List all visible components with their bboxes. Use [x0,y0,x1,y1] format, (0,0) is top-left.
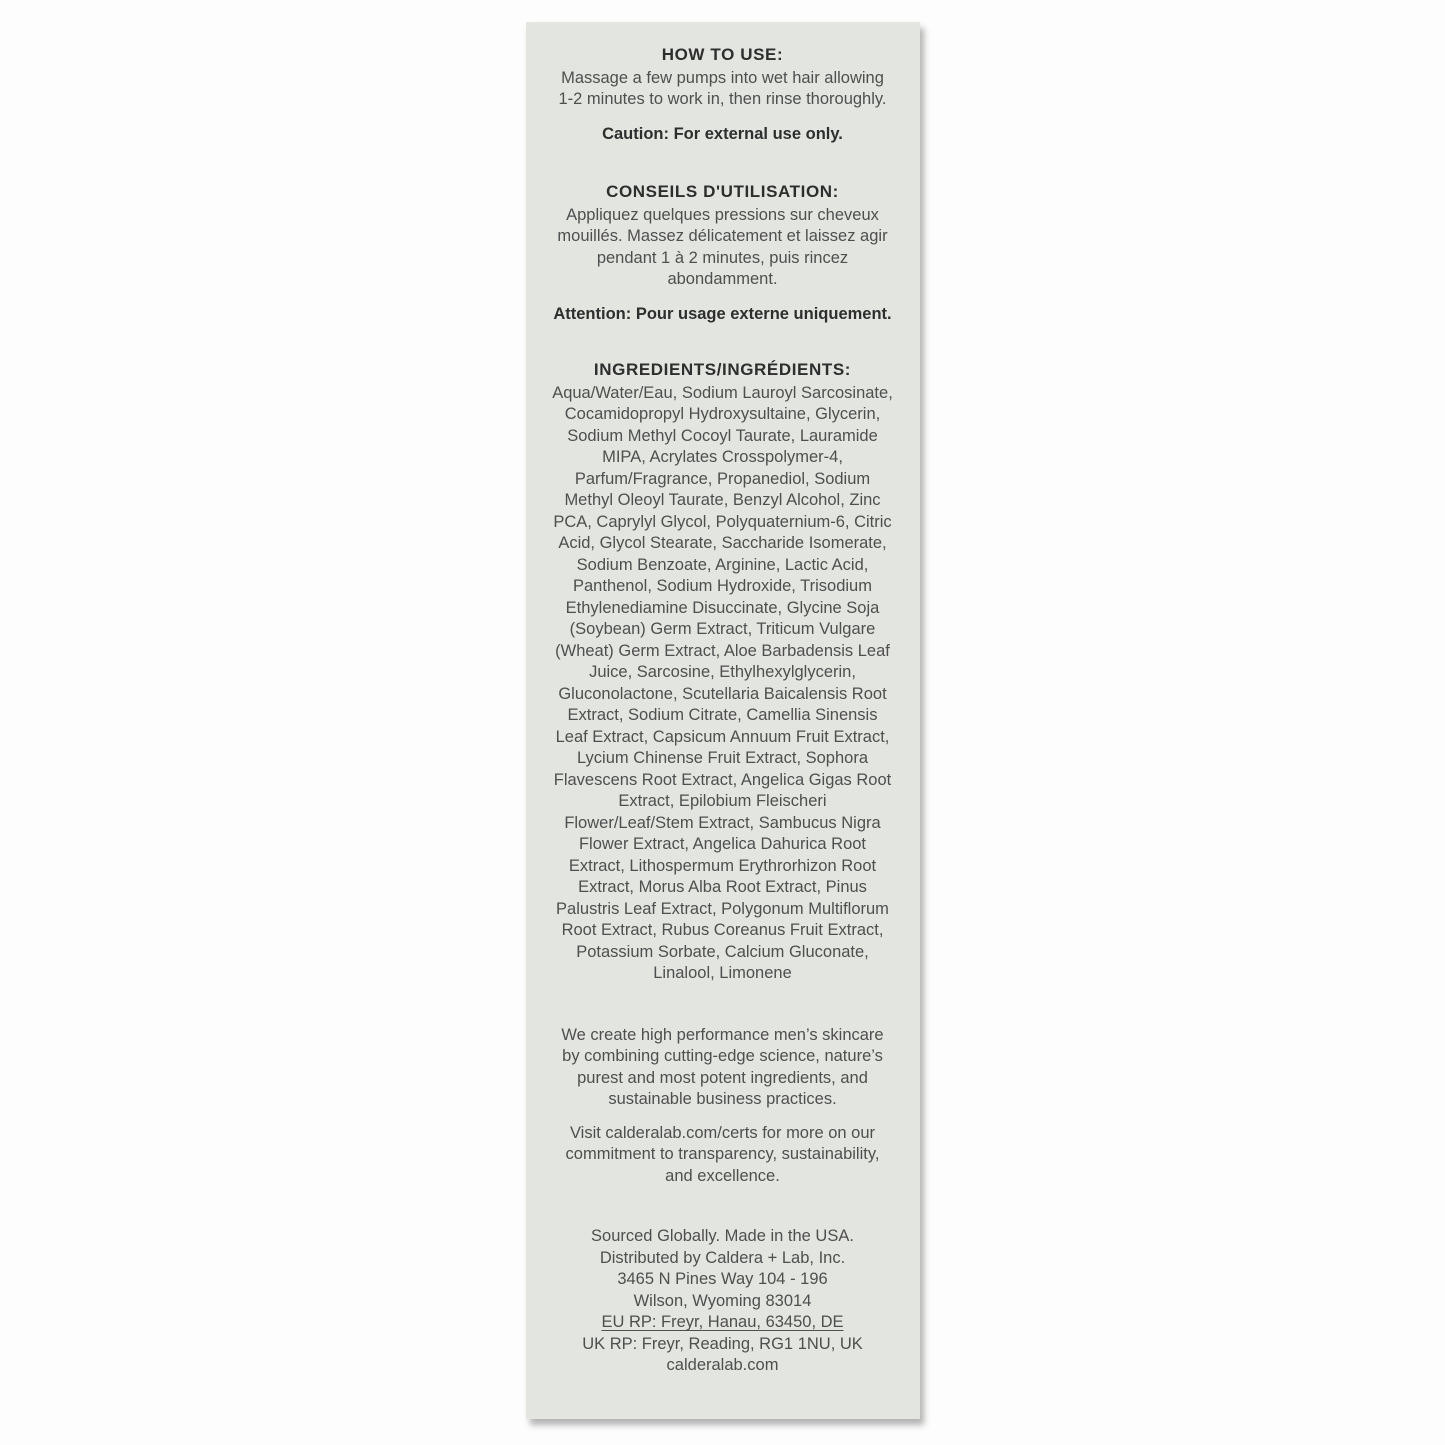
conseils-section [552,181,894,325]
conseils-heading: CONSEILS D'UTILISATION: [606,182,839,201]
conseils-body: Appliquez quelques pressions sur cheveux mouillés. Massez délicatement et laissez agir pendant 1 à 2 minutes, puis rincez abondamment. [557,205,888,288]
address-street-line: 3465 N Pines Way 104 - 196 [617,1270,828,1288]
how-to-use-section [552,44,894,145]
ingredients-heading: INGREDIENTS/INGRÉDIENTS: [593,360,852,379]
address-eu-rp-line: EU RP: Freyr, Hanau, 63450, DE [601,1313,844,1331]
brand-statement: We create high performance men’s skincare by combining cutting-edge science, nature’s purest and most potent ingredients, and sustainable business practices. [561,1025,884,1108]
how-to-use-caution: Caution: For external use only. [602,124,843,143]
address-city-line: Wilson, Wyoming 83014 [633,1291,812,1310]
address-uk-rp-line: UK RP: Freyr, Reading, RG1 1NU, UK [582,1334,863,1353]
address-distributor-line: Distributed by Caldera + Lab, Inc. [599,1248,846,1267]
conseils-caution: Attention: Pour usage externe uniquement. [553,304,892,323]
ingredients-section [552,359,894,985]
address-website: calderalab.com [666,1356,779,1374]
address-sourced-line: Sourced Globally. Made in the USA. [591,1227,854,1245]
address-block [552,1226,894,1377]
certs-statement: Visit calderalab.com/certs for more on our commitment to transparency, sustainability, and excellence. [565,1123,880,1185]
ingredients-list: Aqua/Water/Eau, Sodium Lauroyl Sarcosinate, Cocamidopropyl Hydroxysultaine, Glycerin, Sodium Methyl Cocoyl Taurate, Lauramide MIPA, Acrylates Crosspolymer-4, Parfum/Fragrance, Propanediol, Sodium Methyl Oleoyl Taurate, Benzyl Alcohol, Zinc PCA, Caprylyl Glycol, Polyquaternium-6, Citric Acid, Glycol Stearate, Saccharide Isomerate, Sodium Benzoate, Arginine, Lactic Acid, Panthenol, Sodium Hydroxide, Trisodium Ethylenediamine Disuccinate, Glycine Soja (Soybean) Germ Extract, Triticum Vulgare (Wheat) Germ Extract, Aloe Barbadensis Leaf Juice, Sarcosine, Ethylhexylglycerin, Gluconolactone, Scutellaria Baicalensis Root Extract, Sodium Citrate, Camellia Sinensis Leaf Extract, Capsicum Annuum Fruit Extract, Lycium Chinense Fruit Extract, Sophora Flavescens Root Extract, Angelica Gigas Root Extract, Epilobium Fleischeri Flower/Leaf/Stem Extract, Sambucus Nigra Flower Extract, Angelica Dahurica Root Extract, Lithospermum Erythrorhizon Root Extract, Morus Alba Root Extract, Pinus Palustris Leaf Extract, Polygonum Multiflorum Root Extract, Rubus Coreanus Fruit Extract, Potassium Sorbate, Calcium Gluconate, Linalool, Limonene [552,383,893,982]
product-label-panel [526,22,920,1419]
how-to-use-body: Massage a few pumps into wet hair allowing 1-2 minutes to work in, then rinse thoroughly. [558,68,887,108]
how-to-use-heading: HOW TO USE: [661,45,784,64]
